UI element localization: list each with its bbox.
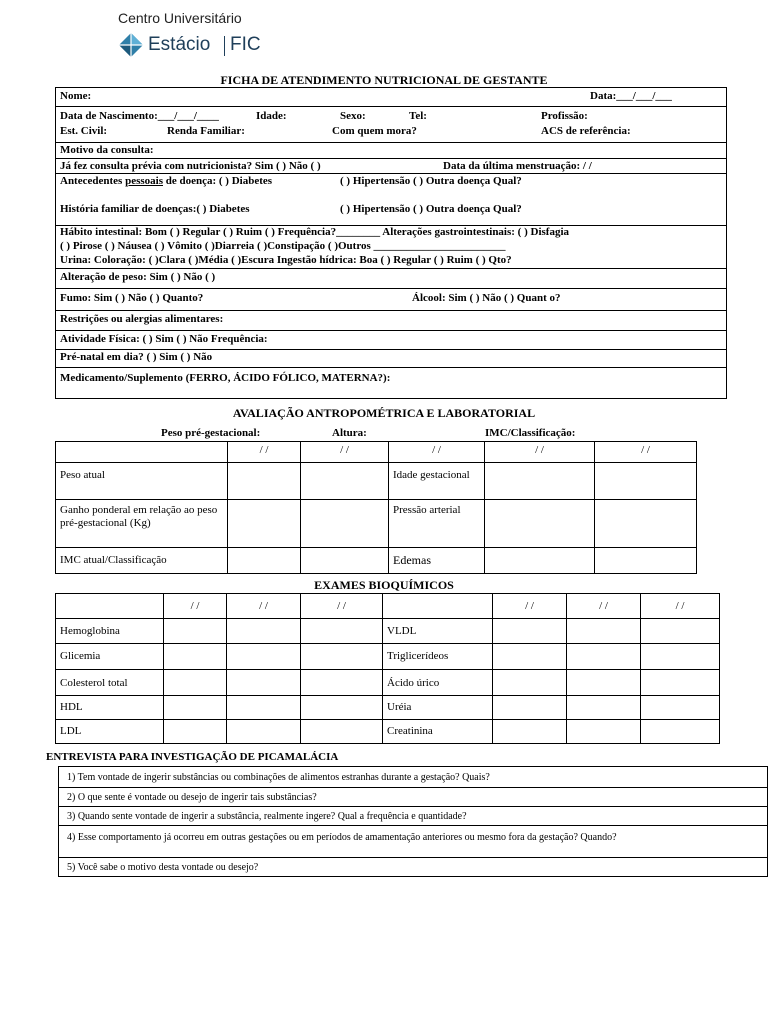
exam-label: LDL xyxy=(56,720,164,744)
table-row xyxy=(56,463,697,500)
table-cell[interactable] xyxy=(227,644,301,670)
row-consulta-previa[interactable] xyxy=(56,159,726,174)
row-label: Ganho ponderal em relação ao peso pré-gestacional (Kg) xyxy=(56,500,228,548)
row-restricoes[interactable] xyxy=(56,311,726,331)
nome-label: Nome: xyxy=(60,90,92,102)
form-title: FICHA DE ATENDIMENTO NUTRICIONAL DE GESTANTE xyxy=(220,73,548,87)
nascimento-label: Data de Nascimento:___/___/____ xyxy=(60,110,219,122)
table-cell[interactable] xyxy=(301,548,389,574)
table-cell[interactable] xyxy=(164,720,227,744)
table-row xyxy=(56,696,720,720)
row-label: Peso atual xyxy=(56,463,228,500)
date-cell[interactable]: / / xyxy=(641,594,720,619)
bioquimicos-table xyxy=(55,593,720,744)
altura-label: Altura: xyxy=(332,427,367,439)
tel-label: Tel: xyxy=(409,110,427,122)
antecedentes-options: ( ) Hipertensão ( ) Outra doença Qual? xyxy=(340,175,522,187)
row-atividade[interactable] xyxy=(56,331,726,350)
table-row xyxy=(56,548,697,574)
civil-label: Est. Civil: xyxy=(60,125,108,137)
table-row xyxy=(56,442,697,463)
row-label: Idade gestacional xyxy=(389,463,485,500)
antecedentes-label: Antecedentes pessoais de doença: ( ) Diabetes xyxy=(60,175,273,187)
alcool-label: Álcool: Sim ( ) Não ( ) Quant o? xyxy=(412,292,561,304)
brand-name: Estácio xyxy=(148,34,211,55)
table-cell[interactable] xyxy=(301,696,383,720)
table-cell[interactable] xyxy=(164,670,227,696)
exam-label: Hemoglobina xyxy=(56,619,164,644)
peso-label: Alteração de peso: Sim ( ) Não ( ) xyxy=(60,271,216,283)
bioquimicos-title: EXAMES BIOQUÍMICOS xyxy=(314,578,454,592)
row-nome[interactable] xyxy=(56,88,726,107)
table-cell[interactable] xyxy=(641,644,720,670)
table-cell[interactable] xyxy=(164,696,227,720)
habito-line-1: Hábito intestinal: Bom ( ) Regular ( ) Ruim ( ) Frequência?________ Alterações gastrointestinais: ( ) Disfagia xyxy=(60,226,570,238)
date-cell[interactable]: / / xyxy=(228,442,301,463)
historia-options: ( ) Hipertensão ( ) Outra doença Qual? xyxy=(340,203,522,215)
profissao-label: Profissão: xyxy=(541,110,588,122)
table-cell[interactable] xyxy=(567,670,641,696)
date-cell[interactable]: / / xyxy=(485,442,595,463)
row-medicamento[interactable] xyxy=(56,368,726,399)
medicamento-label: Medicamento/Suplemento (FERRO, ÁCIDO FÓLICO, MATERNA?): xyxy=(60,372,391,384)
table-cell[interactable] xyxy=(301,720,383,744)
exam-label: Uréia xyxy=(383,696,493,720)
exam-label: Ácido úrico xyxy=(383,670,493,696)
antropometria-title: AVALIAÇÃO ANTROPOMÉTRICA E LABORATORIAL xyxy=(232,406,536,420)
table-cell[interactable] xyxy=(228,463,301,500)
table-row xyxy=(56,644,720,670)
date-cell[interactable]: / / xyxy=(389,442,485,463)
table-cell[interactable] xyxy=(641,619,720,644)
row-label: Edemas xyxy=(389,548,485,574)
institution-header xyxy=(118,10,298,62)
question-1[interactable]: 1) Tem vontade de ingerir substâncias ou combinações de alimentos estranhas durante a gestação? Quais? xyxy=(59,767,767,788)
date-cell[interactable]: / / xyxy=(164,594,227,619)
table-cell[interactable] xyxy=(485,500,595,548)
question-2[interactable]: 2) O que sente é vontade ou desejo de ingerir tais substâncias? xyxy=(59,788,767,807)
exam-label: Glicemia xyxy=(56,644,164,670)
question-5[interactable]: 5) Você sabe o motivo desta vontade ou desejo? xyxy=(67,862,259,873)
date-cell[interactable]: / / xyxy=(301,442,389,463)
patient-form xyxy=(55,87,727,399)
date-cell[interactable]: / / xyxy=(595,442,697,463)
table-cell[interactable] xyxy=(493,720,567,744)
table-cell[interactable] xyxy=(493,644,567,670)
table-cell[interactable] xyxy=(485,548,595,574)
row-peso[interactable] xyxy=(56,269,726,289)
menstruacao-label: Data da última menstruação: / / xyxy=(443,160,592,172)
table-cell[interactable] xyxy=(641,720,720,744)
table-cell[interactable] xyxy=(228,548,301,574)
table-cell[interactable] xyxy=(227,670,301,696)
exam-label: HDL xyxy=(56,696,164,720)
date-cell[interactable]: / / xyxy=(493,594,567,619)
table-cell[interactable] xyxy=(485,463,595,500)
exam-label: VLDL xyxy=(383,619,493,644)
acs-label: ACS de referência: xyxy=(541,125,631,137)
table-row xyxy=(56,619,720,644)
table-row xyxy=(56,500,697,548)
consulta-previa-label: Já fez consulta prévia com nutricionista? Sim ( ) Não ( ) xyxy=(60,160,321,172)
table-cell[interactable] xyxy=(595,548,697,574)
table-cell[interactable] xyxy=(301,500,389,548)
table-cell[interactable] xyxy=(567,696,641,720)
mora-label: Com quem mora? xyxy=(332,125,417,137)
row-fumo-alcool[interactable] xyxy=(56,289,726,311)
peso-pre-label: Peso pré-gestacional: xyxy=(161,427,261,439)
table-cell[interactable] xyxy=(301,644,383,670)
table-cell[interactable] xyxy=(301,463,389,500)
estacio-logo-icon xyxy=(118,32,144,58)
row-habito[interactable] xyxy=(56,226,726,269)
table-cell[interactable] xyxy=(301,670,383,696)
table-cell[interactable] xyxy=(567,720,641,744)
row-antecedentes[interactable] xyxy=(56,174,726,226)
sexo-label: Sexo: xyxy=(340,110,366,122)
restricoes-label: Restrições ou alergias alimentares: xyxy=(60,313,224,325)
table-cell[interactable] xyxy=(383,594,493,619)
table-cell[interactable] xyxy=(227,619,301,644)
table-cell[interactable] xyxy=(493,696,567,720)
table-cell[interactable] xyxy=(567,619,641,644)
picamalacia-questions xyxy=(58,766,768,877)
atividade-label: Atividade Física: ( ) Sim ( ) Não Frequência: xyxy=(60,333,268,345)
row-dados-pessoais[interactable] xyxy=(56,107,726,143)
row-motivo[interactable] xyxy=(56,143,726,159)
idade-label: Idade: xyxy=(256,110,287,122)
table-cell[interactable] xyxy=(227,720,301,744)
exam-label: Creatinina xyxy=(383,720,493,744)
motivo-label: Motivo da consulta: xyxy=(60,144,154,156)
table-cell[interactable] xyxy=(567,644,641,670)
picamalacia-title: ENTREVISTA PARA INVESTIGAÇÃO DE PICAMALÁCIA xyxy=(46,751,339,763)
row-label: Pressão arterial xyxy=(389,500,485,548)
fumo-label: Fumo: Sim ( ) Não ( ) Quanto? xyxy=(60,292,204,304)
row-label: IMC atual/Classificação xyxy=(56,548,228,574)
table-cell[interactable] xyxy=(56,442,228,463)
table-cell[interactable] xyxy=(301,619,383,644)
question-4[interactable]: 4) Esse comportamento já ocorreu em outras gestações ou em períodos de amamentação anteriores ou mesmo fora da gestação? Quando? xyxy=(59,826,767,858)
prenatal-label: Pré-natal em dia? ( ) Sim ( ) Não xyxy=(60,351,213,363)
habito-line-3: Urina: Coloração: ( )Clara ( )Média ( )Escura Ingestão hídrica: Boa ( ) Regular ( ) Ruim ( ) Qto? xyxy=(60,254,512,266)
institution-name: Centro Universitário xyxy=(118,10,242,26)
antropometria-table xyxy=(55,441,697,574)
table-cell[interactable] xyxy=(595,500,697,548)
brand-divider xyxy=(224,36,225,56)
date-cell[interactable]: / / xyxy=(227,594,301,619)
historia-label: História familiar de doenças:( ) Diabetes xyxy=(60,203,250,215)
date-cell[interactable]: / / xyxy=(567,594,641,619)
table-cell[interactable] xyxy=(641,670,720,696)
table-cell[interactable] xyxy=(595,463,697,500)
table-cell[interactable] xyxy=(641,696,720,720)
exam-label: Colesterol total xyxy=(56,670,164,696)
table-cell[interactable] xyxy=(164,619,227,644)
date-cell[interactable]: / / xyxy=(301,594,383,619)
table-cell[interactable] xyxy=(228,500,301,548)
table-row xyxy=(56,670,720,696)
exam-label: Triglicerídeos xyxy=(383,644,493,670)
table-cell[interactable] xyxy=(493,670,567,696)
table-cell[interactable] xyxy=(56,594,164,619)
row-prenatal[interactable] xyxy=(56,350,726,368)
table-cell[interactable] xyxy=(493,619,567,644)
habito-line-2: ( ) Pirose ( ) Náusea ( ) Vômito ( )Diarreia ( )Constipação ( )Outros ________________________ xyxy=(60,240,506,252)
table-cell[interactable] xyxy=(164,644,227,670)
brand-suffix: FIC xyxy=(230,34,261,55)
data-label: Data:___/___/___ xyxy=(590,90,672,102)
table-row xyxy=(56,720,720,744)
table-row xyxy=(56,594,720,619)
imc-label: IMC/Classificação: xyxy=(485,427,576,439)
question-3[interactable]: 3) Quando sente vontade de ingerir a substância, realmente ingere? Qual a frequência e quantidade? xyxy=(59,807,767,826)
renda-label: Renda Familiar: xyxy=(167,125,245,137)
table-cell[interactable] xyxy=(227,696,301,720)
